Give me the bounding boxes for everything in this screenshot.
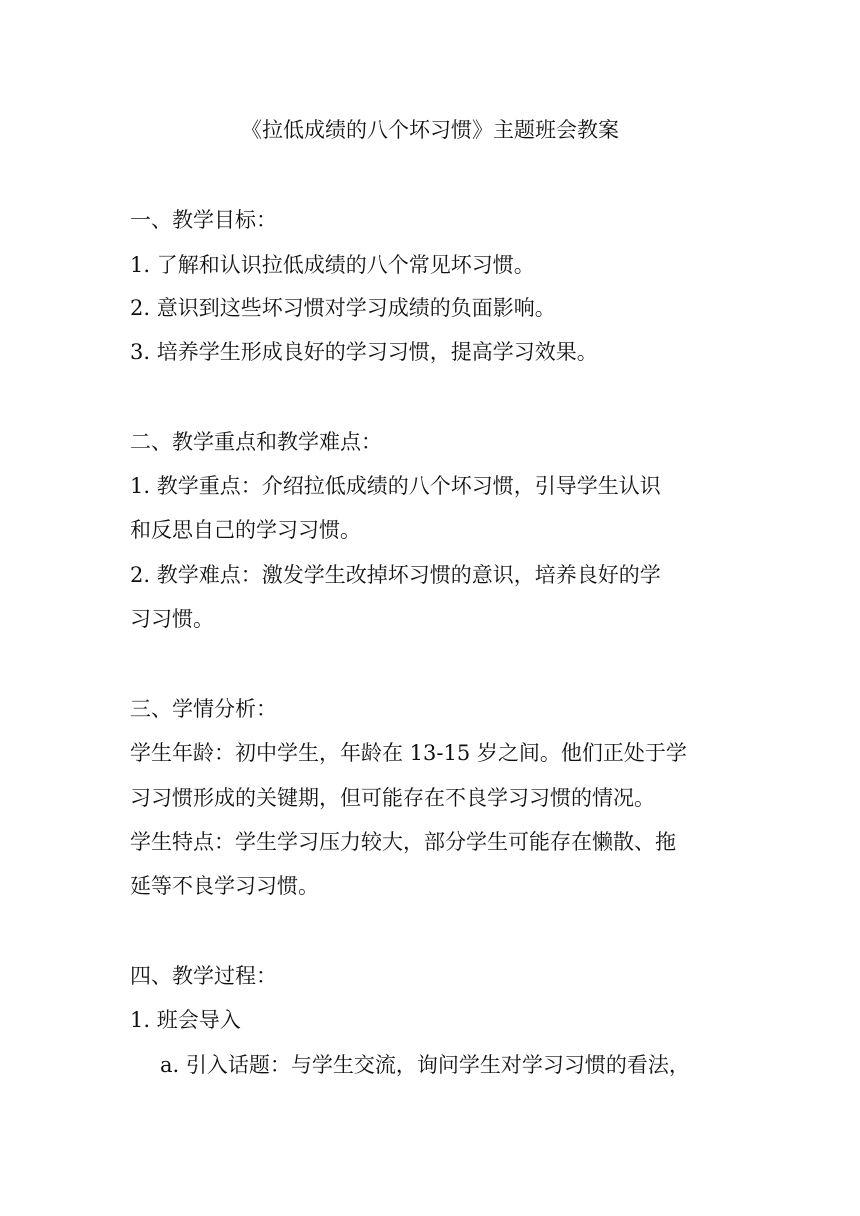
key-point-line-2: 和反思自己的学习习惯。: [130, 518, 361, 542]
analysis-traits-line-2: 延等不良学习习惯。: [130, 874, 319, 898]
difficulty-line-2: 习习惯。: [130, 607, 214, 631]
section-heading-process: 四、教学过程：: [130, 964, 277, 988]
objective-item-2: 2. 意识到这些坏习惯对学习成绩的负面影响。: [130, 296, 556, 320]
objective-item-3: 3. 培养学生形成良好的学习习惯，提高学习效果。: [130, 340, 598, 364]
analysis-age-line-1: 学生年龄：初中学生，年龄在 13-15 岁之间。他们正处于学: [130, 741, 687, 765]
objective-item-1: 1. 了解和认识拉低成绩的八个常见坏习惯。: [130, 253, 535, 277]
section-heading-key-points: 二、教学重点和教学难点：: [130, 430, 382, 454]
difficulty-line-1: 2. 教学难点：激发学生改掉坏习惯的意识，培养良好的学: [130, 563, 661, 587]
analysis-age-line-2: 习习惯形成的关键期，但可能存在不良学习习惯的情况。: [130, 786, 655, 810]
section-heading-analysis: 三、学情分析：: [130, 697, 277, 721]
section-heading-objectives: 一、教学目标：: [130, 208, 277, 232]
process-step-1: 1. 班会导入: [130, 1008, 241, 1032]
key-point-line-1: 1. 教学重点：介绍拉低成绩的八个坏习惯，引导学生认识: [130, 474, 661, 498]
document-title: 《拉低成绩的八个坏习惯》主题班会教案: [241, 118, 619, 142]
analysis-traits-line-1: 学生特点：学生学习压力较大，部分学生可能存在懒散、拖: [130, 830, 676, 854]
process-substep-a: a. 引入话题：与学生交流，询问学生对学习习惯的看法，: [160, 1053, 690, 1077]
